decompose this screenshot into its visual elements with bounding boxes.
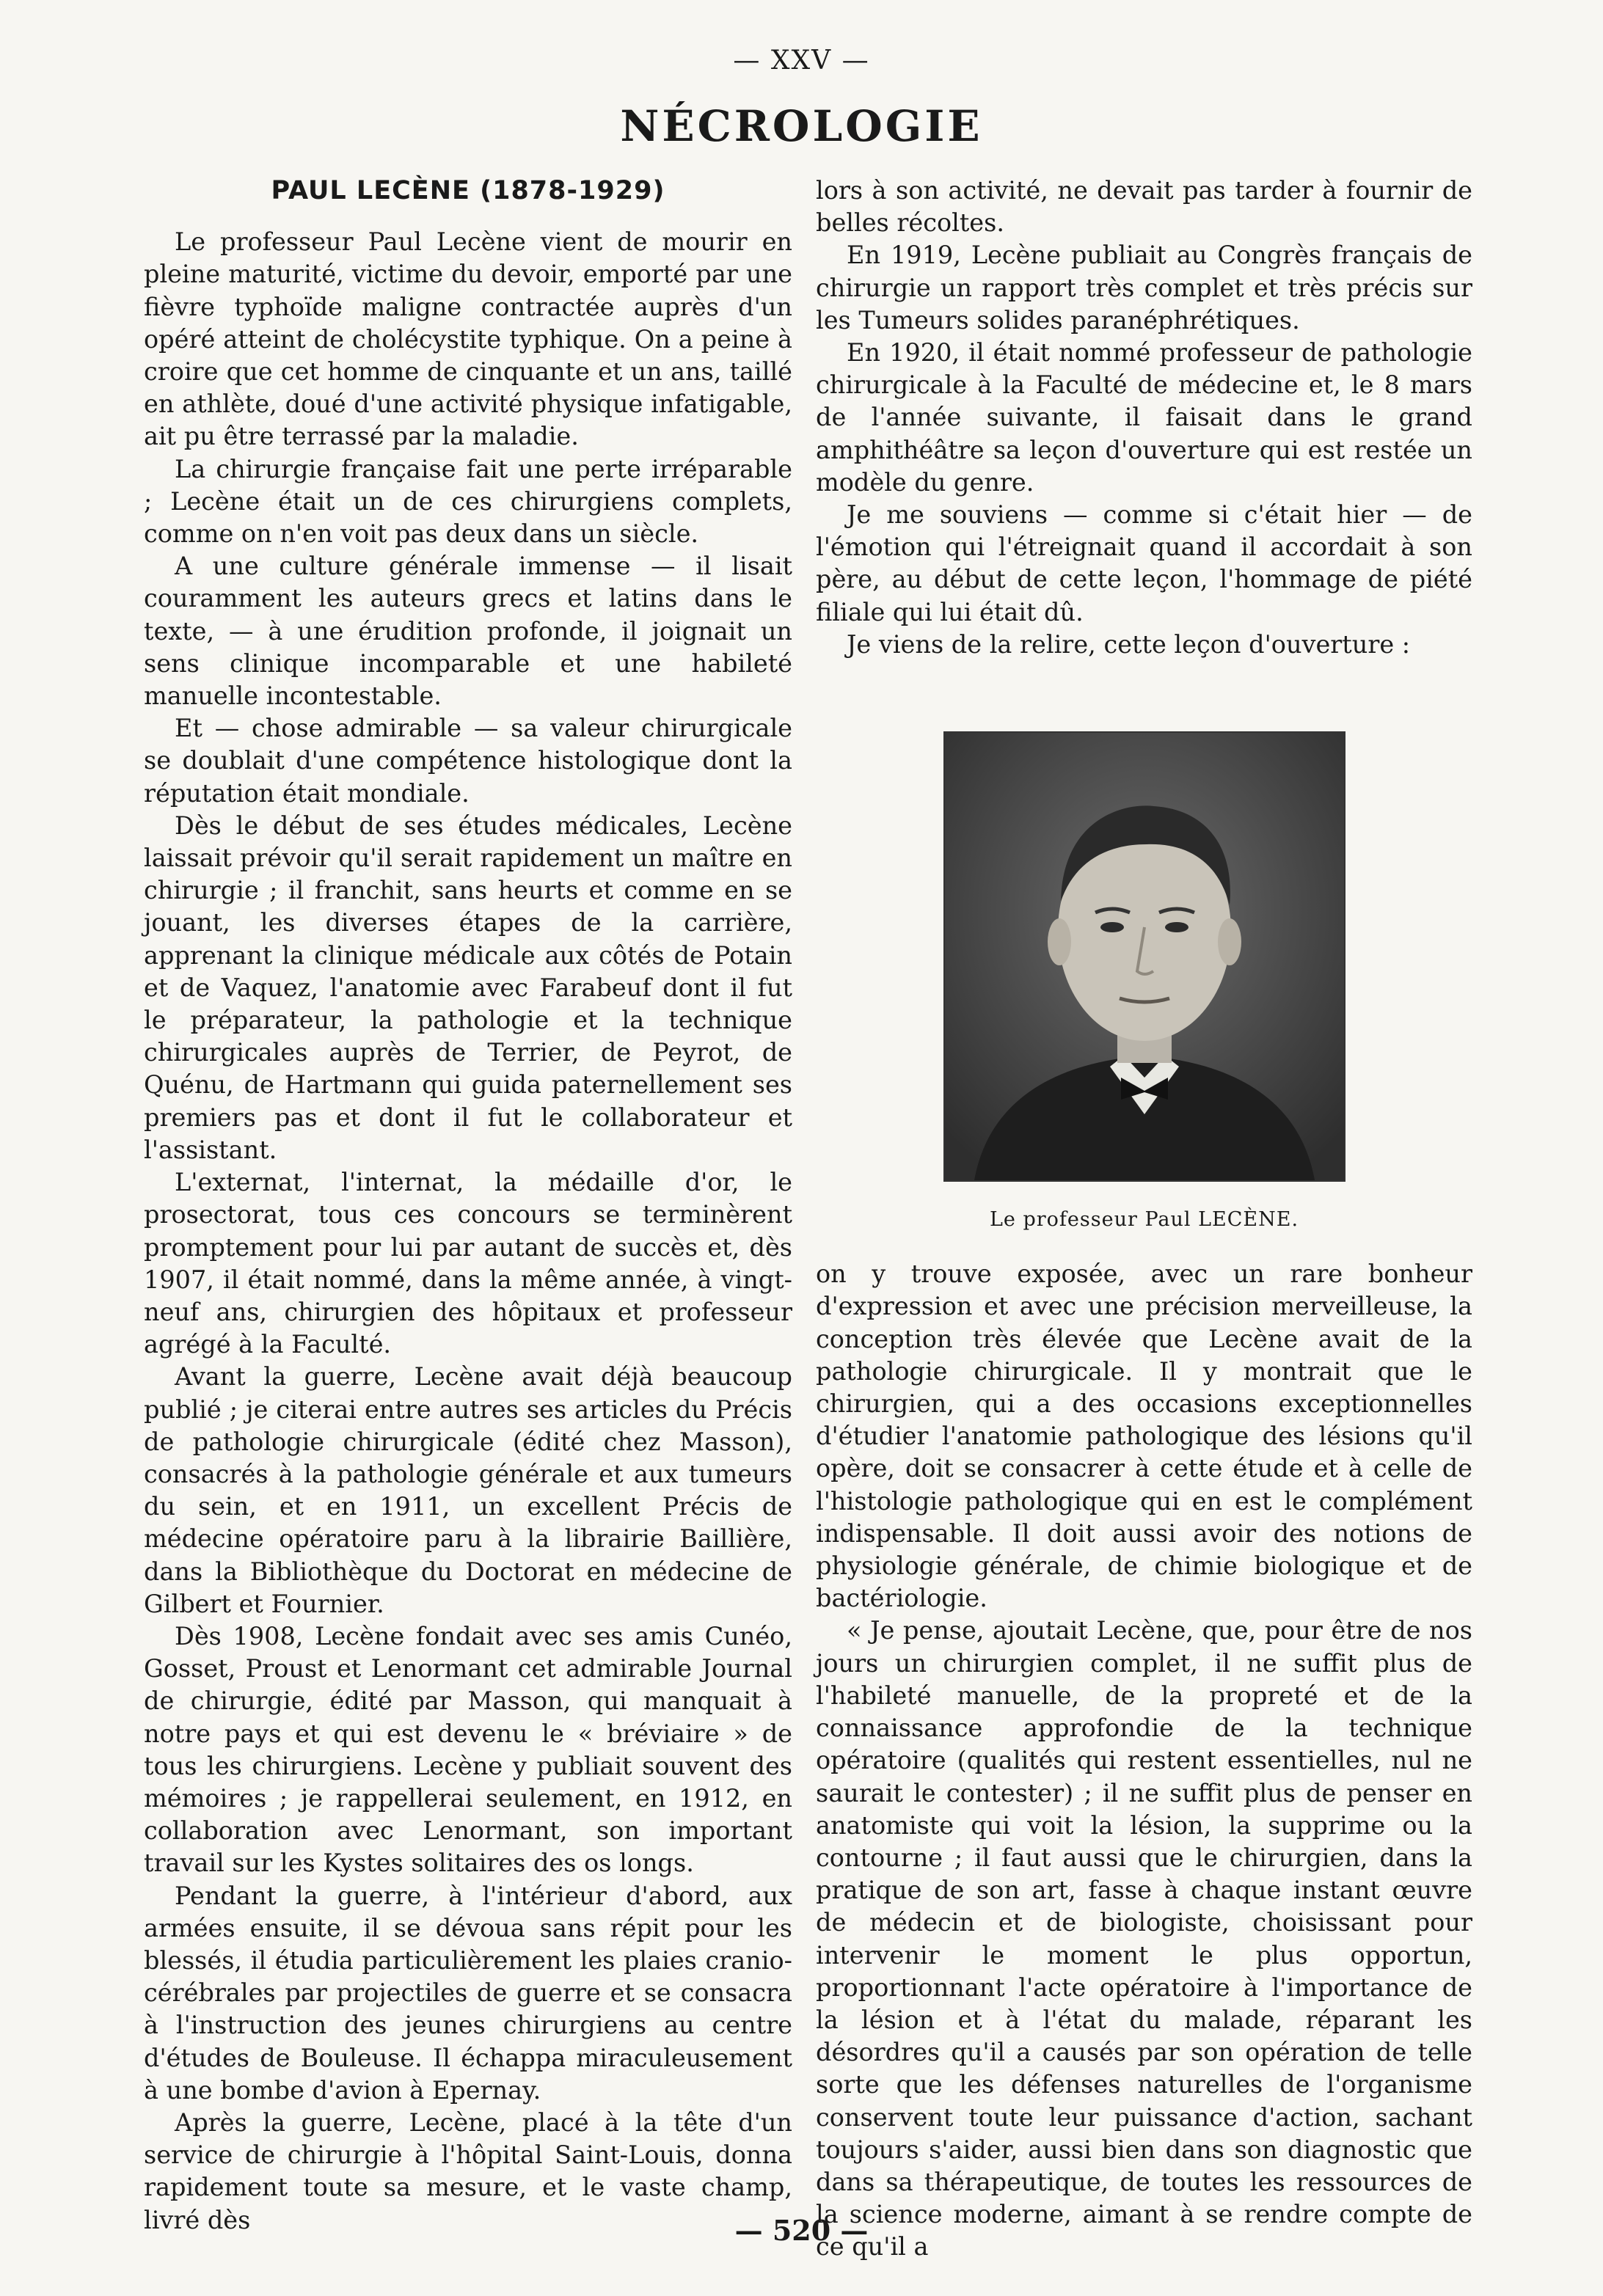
portrait-photo	[943, 731, 1345, 1182]
left-column	[144, 175, 792, 2237]
paragraph: Dès 1908, Lecène fondait avec ses amis Cunéo, Gosset, Proust et Lenormant cet admirable Journal de chirurgie, édité par Masson, qui manquait à notre pays et qui est devenu le « bréviaire » de tous les chirurgiens. Lecène y publiait souvent des mémoires ; je rappellerai seulement, en 1912, en collaboration avec Lenormant, son important travail sur les Kystes solitaires des os longs.	[144, 1621, 792, 1878]
paragraph: Je me souviens — comme si c'était hier — de l'émotion qui l'étreignait quand il accordait à son père, au début de cette leçon, l'hommage de piété filiale qui lui était dû.	[816, 500, 1472, 626]
paragraph: « Je pense, ajoutait Lecène, que, pour être de nos jours un chirurgien complet, il ne suffit plus de l'habileté manuelle, de la propreté et de la connaissance approfondie de la technique opératoire (qualités qui restent essentielles, nul ne saurait le contester) ; il ne suffit plus de penser en anatomiste qui voit la lésion, la supprime ou la contourne ; il faut aussi que le chirurgien, dans la pratique de son art, fasse à chaque instant œuvre de médecin et de biologiste, choisissant pour intervenir le moment le plus opportun, proportionnant l'acte opératoire à l'importance de la lésion et à l'état du malade, réparant les désordres qu'il a causés par son opération de telle sorte que les défenses naturelles de l'organisme conservent toute leur puissance d'action, sachant toujours s'aider, aussi bien dans son diagnostic que dans sa thérapeutique, de toutes les ressources de la science moderne, aimant à se rendre compte de ce qu'il a	[816, 1616, 1472, 2262]
article-title: PAUL LECÈNE (1878-1929)	[271, 176, 665, 205]
paragraph: on y trouve exposée, avec un rare bonheur d'expression et avec une précision merveilleuse, la conception très élevée que Lecène avait de la pathologie chirurgicale. Il y montrait que le chirurgien, qui a des occasions exceptionnelles d'étudier l'anatomie pathologique des lésions qu'il opère, doit se consacrer à cette étude et à celle de l'histologie pathologique qui en est le complément indispensable. Il doit aussi avoir des notions de physiologie générale, de chimie biologique et de bactériologie.	[816, 1259, 1472, 1613]
paragraph: La chirurgie française fait une perte irréparable ; Lecène était un de ces chirurgiens complets, comme on n'en voit pas deux dans un siècle.	[144, 454, 792, 549]
section-title: NÉCROLOGIE	[620, 101, 983, 151]
paragraph: Et — chose admirable — sa valeur chirurgicale se doublait d'une compétence histologique dont la réputation était mondiale.	[144, 714, 792, 808]
photo-caption: Le professeur Paul LECÈNE.	[989, 1208, 1299, 1232]
right-column	[816, 175, 1472, 2264]
paragraph: Après la guerre, Lecène, placé à la tête d'un service de chirurgie à l'hôpital Saint-Louis, donna rapidement toute sa mesure, et le vaste champ, livré dès	[144, 2107, 792, 2234]
paragraph: A une culture générale immense — il lisait couramment les auteurs grecs et latins dans le texte, — à une érudition profonde, il joignait un sens clinique incomparable et une habileté manuelle incontestable.	[144, 552, 792, 711]
paragraph: L'externat, l'internat, la médaille d'or, le prosectorat, tous ces concours se terminèrent promptement pour lui par autant de succès et, dès 1907, il était nommé, dans la même année, à vingt-neuf ans, chirurgien des hôpitaux et professeur agrégé à la Faculté.	[144, 1168, 792, 1359]
paragraph: Dès le début de ses études médicales, Lecène laissait prévoir qu'il serait rapidement un maître en chirurgie ; il franchit, sans heurts et comme en se jouant, les diverses étapes de la carrière, apprenant la clinique médicale aux côtés de Potain et de Vaquez, l'anatomie avec Farabeuf dont il fut le préparateur, la pathologie et la technique chirurgicales auprès de Terrier, de Peyrot, de Quénu, de Hartmann qui guida paternellement ses premiers pas et dont il fut le collaborateur et l'assistant.	[144, 811, 792, 1164]
paragraph: Je viens de la relire, cette leçon d'ouverture :	[847, 629, 1411, 659]
paragraph: Le professeur Paul Lecène vient de mourir en pleine maturité, victime du devoir, emporté par une fièvre typhoïde maligne contractée auprès d'un opéré atteint de cholécystite typhique. On a peine à croire que cet homme de cinquante et un ans, taillé en athlète, doué d'une activité physique infatigable, ait pu être terrassé par la maladie.	[144, 227, 792, 451]
paragraph: Avant la guerre, Lecène avait déjà beaucoup publié ; je citerai entre autres ses articles du Précis de pathologie chirurgicale (édité chez Masson), consacrés à la pathologie générale et aux tumeurs du sein, et en 1911, un excellent Précis de médecine opératoire paru à la librairie Baillière, dans la Bibliothèque du Doctorat en médecine de Gilbert et Fournier.	[144, 1362, 792, 1618]
paragraph: En 1919, Lecène publiait au Congrès français de chirurgie un rapport très complet et très précis sur les Tumeurs solides paranéphrétiques.	[816, 241, 1472, 334]
page-number: — 520 —	[734, 2214, 869, 2247]
photo-figure	[816, 731, 1472, 1236]
paragraph: lors à son activité, ne devait pas tarder à fournir de belles récoltes.	[816, 176, 1472, 238]
paragraph: Pendant la guerre, à l'intérieur d'abord, aux armées ensuite, il se dévoua sans répit pour les blessés, il étudia particulièrement les plaies cranio-cérébrales par projectiles de guerre et se consacra à l'instruction des jeunes chirurgiens au centre d'études de Bouleuse. Il échappa miraculeusement à une bombe d'avion à Epernay.	[144, 1881, 792, 2105]
paragraph: En 1920, il était nommé professeur de pathologie chirurgicale à la Faculté de médecine et, le 8 mars de l'année suivante, il faisait dans le grand amphithéâtre sa leçon d'ouverture qui est restée un modèle du genre.	[816, 338, 1472, 497]
running-head: — XXV —	[733, 45, 870, 76]
